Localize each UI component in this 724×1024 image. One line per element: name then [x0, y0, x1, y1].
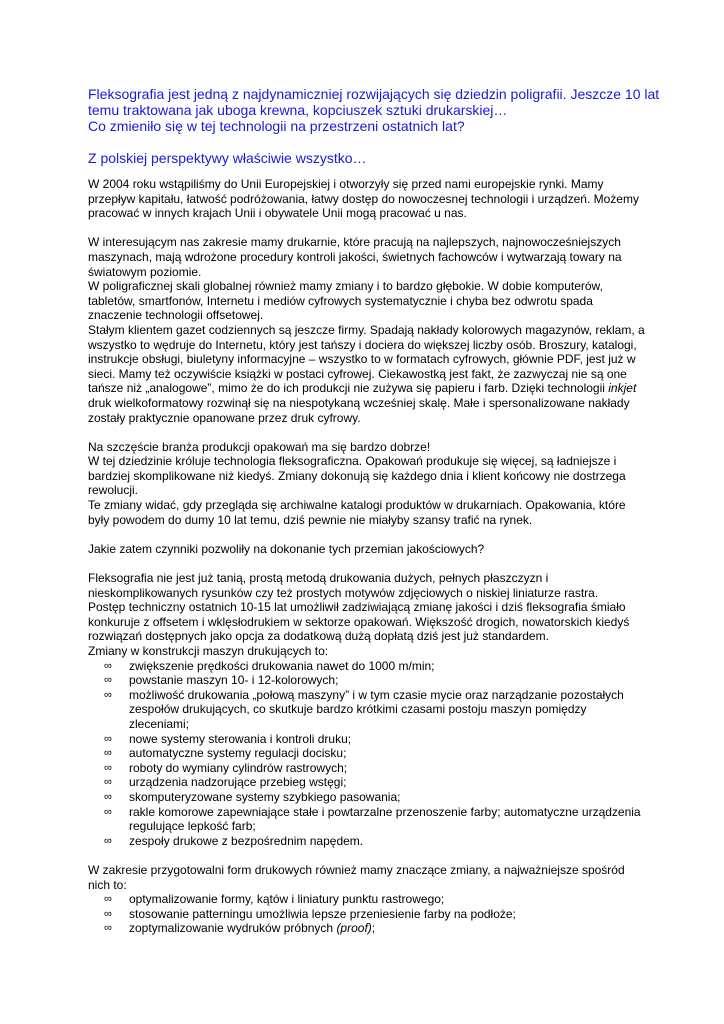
- paragraph-flexo-rules: W tej dziedzinie króluje technologia fleksograficzna. Opakowań produkuje się więcej, są ładniejsze i bardziej skomplikowane niż kiedyś. Zmiany dokonują się każdego dnia i klient końcowy nie dostrzega rewolucji.: [88, 454, 626, 498]
- infinity-bullet-icon: ∞: [104, 674, 112, 687]
- infinity-bullet-icon: ∞: [104, 893, 112, 906]
- paragraph-machine-changes: Zmiany w konstrukcji maszyn drukujących to:: [88, 644, 329, 658]
- paragraph-packaging: Na szczęście branża produkcji opakowań ma się bardzo dobrze!: [88, 439, 431, 454]
- infinity-bullet-icon: ∞: [104, 659, 112, 672]
- list-item-text-b: ;: [371, 921, 376, 936]
- paragraph-digital-part-b: druk wielkoformatowy rozwinął się na niespotykaną wcześniej skalę. Małe i spersonalizowane nakłady zostały praktycznie opanowane przez druk cyfrowy.: [88, 395, 630, 425]
- infinity-bullet-icon: ∞: [104, 805, 112, 818]
- paragraph-question: Jakie zatem czynniki pozwoliły na dokonanie tych przemian jakościowych?: [88, 541, 485, 556]
- subheading: Z polskiej perspektywy właściwie wszystko…: [88, 150, 367, 166]
- list-item: [88, 907, 648, 922]
- list-item: [88, 790, 648, 805]
- intro-paragraph: [88, 86, 660, 134]
- list-item-text: skomputeryzowane systemy szybkiego pasowania;: [129, 789, 401, 804]
- list-item-text: powstanie maszyn 10- i 12-kolorowych;: [129, 673, 339, 688]
- list-item: [88, 892, 648, 907]
- list-item-text: automatyczne systemy regulacji docisku;: [129, 746, 347, 761]
- list-item: [88, 746, 648, 761]
- body-text: [88, 177, 648, 936]
- prepress-changes-list-end: [88, 921, 648, 936]
- paragraph-global-changes: W poligraficznej skali globalnej również mamy zmiany i to bardzo głębokie. W dobie komputerów, tabletów, smartfonów, Internetu i mediów cyfrowych systematycznie i chyba bez odwrotu spada znaczenie technologii offsetowej.: [88, 279, 603, 323]
- infinity-bullet-icon: ∞: [104, 688, 112, 701]
- list-item: [88, 761, 648, 776]
- machine-changes-list: [88, 659, 648, 849]
- paragraph-printing-houses: W interesującym nas zakresie mamy drukarnie, które pracują na najlepszych, najnowocześniejszych maszynach, mają wdrożone procedury kontroli jakości, świetnych fachowców i wytwarzają towary na światowym poziomie.: [88, 235, 622, 279]
- list-item: [88, 834, 648, 849]
- intro-line-2: temu traktowana jak uboga krewna, kopciuszek sztuki drukarskiej…: [88, 102, 508, 118]
- list-item-text: nowe systemy sterowania i kontroli druku;: [129, 731, 352, 746]
- paragraph-digital: [88, 323, 648, 425]
- list-item-text: rakle komorowe zapewniające stałe i powtarzalne przenoszenie farby; automatyczne urządzenia regulujące lepkość farb;: [129, 804, 641, 834]
- infinity-bullet-icon: ∞: [104, 790, 112, 803]
- list-item-text: stosowanie patterningu umożliwia lepsze przeniesienie farby na podłoże;: [129, 906, 516, 921]
- intro-line-1: Fleksografia jest jedną z najdynamiczniej rozwijających się dziedzin poligrafii. Jeszcze 10 lat: [88, 86, 660, 102]
- paragraph-archive-catalogs: Te zmiany widać, gdy przegląda się archiwalne katalogi produktów w drukarniach. Opakowania, które były powodem do dumy 10 lat temu, dziś pewnie nie miałyby szansy trafić na rynek.: [88, 498, 626, 527]
- inkjet-term: inkjet: [608, 381, 637, 396]
- list-item: [88, 732, 648, 747]
- paragraph-prepress-changes: W zakresie przygotowalni form drukowych również mamy znaczące zmiany, a najważniejsze spośród nich to:: [88, 862, 625, 892]
- list-item: [88, 775, 648, 790]
- infinity-bullet-icon: ∞: [104, 776, 112, 789]
- list-item: [88, 688, 648, 732]
- list-item-text: roboty do wymiany cylindrów rastrowych;: [129, 760, 348, 775]
- list-item-text: zwiększenie prędkości drukowania nawet do 1000 m/min;: [129, 658, 435, 673]
- infinity-bullet-icon: ∞: [104, 922, 112, 935]
- list-item: [88, 659, 648, 674]
- paragraph-progress: Postęp techniczny ostatnich 10-15 lat umożliwił zadziwiającą zmianę jakości i dziś fleksografia śmiało konkuruje z offsetem i wklęsłodrukiem w sektorze opakowań. Większość drogich, nowatorskich kiedyś rozwiązań dostępnych jako opcja za dodatkową dużą dopłatą dziś jest już standardem.: [88, 600, 630, 644]
- list-item-text: zespoły drukowe z bezpośrednim napędem.: [129, 833, 364, 848]
- list-item-text: możliwość drukowania „połową maszyny” i w tym czasie mycie oraz narządzanie pozostałych zespołów drukujących, co skutkuje bardzo krótkimi czasami postoju maszyn pomiędzy zleceniami;: [129, 687, 624, 731]
- list-item: [88, 921, 648, 936]
- infinity-bullet-icon: ∞: [104, 834, 112, 847]
- list-item-text-a: zoptymalizowanie wydruków próbnych: [129, 921, 337, 936]
- list-item: [88, 805, 648, 834]
- paragraph-digital-part-a: Stałym klientem gazet codziennych są jeszcze firmy. Spadają nakłady kolorowych magazynów, reklam, a wszystko to wędruje do Internetu, który jest tańszy i dociera do większej liczby osób. Broszury, katalogi, instrukcje obsługi, biuletyny informacyjne – wszystko to w formatach cyfrowych, głównie PDF, jest już w sieci. Mamy też oczywiście książki w postaci cyfrowej. Ciekawostką jest fakt, że zazwyczaj nie są one tańsze niż „analogowe”, mimo że do ich produkcji nie zużywa się papieru i farb. Dzięki technologii: [88, 322, 645, 396]
- proof-term: (proof): [336, 921, 372, 936]
- infinity-bullet-icon: ∞: [104, 761, 112, 774]
- infinity-bullet-icon: ∞: [104, 732, 112, 745]
- list-item: [88, 673, 648, 688]
- list-item-text: optymalizowanie formy, kątów i liniatury punktu rastrowego;: [129, 892, 445, 907]
- intro-line-3: Co zmieniło się w tej technologii na przestrzeni ostatnich lat?: [88, 118, 465, 134]
- paragraph-eu: W 2004 roku wstąpiliśmy do Unii Europejskiej i otworzyły się przed nami europejskie rynki. Mamy przepływ kapitału, łatwość podróżowania, łatwy dostęp do nowoczesnej technologii i urządzeń. Możemy pracować w innych krajach Unii i obywatele Unii mogą pracować u nas.: [88, 177, 639, 221]
- infinity-bullet-icon: ∞: [104, 907, 112, 920]
- list-item-text: urządzenia nadzorujące przebieg wstęgi;: [129, 775, 347, 790]
- infinity-bullet-icon: ∞: [104, 747, 112, 760]
- paragraph-flexo-not-cheap: Fleksografia nie jest już tanią, prostą metodą drukowania dużych, pełnych płaszczyzn i nieskomplikowanych rysunków czy też prostych motywów zdjęciowych o niskiej liniaturze rastra.: [88, 571, 599, 600]
- prepress-changes-list: [88, 892, 648, 921]
